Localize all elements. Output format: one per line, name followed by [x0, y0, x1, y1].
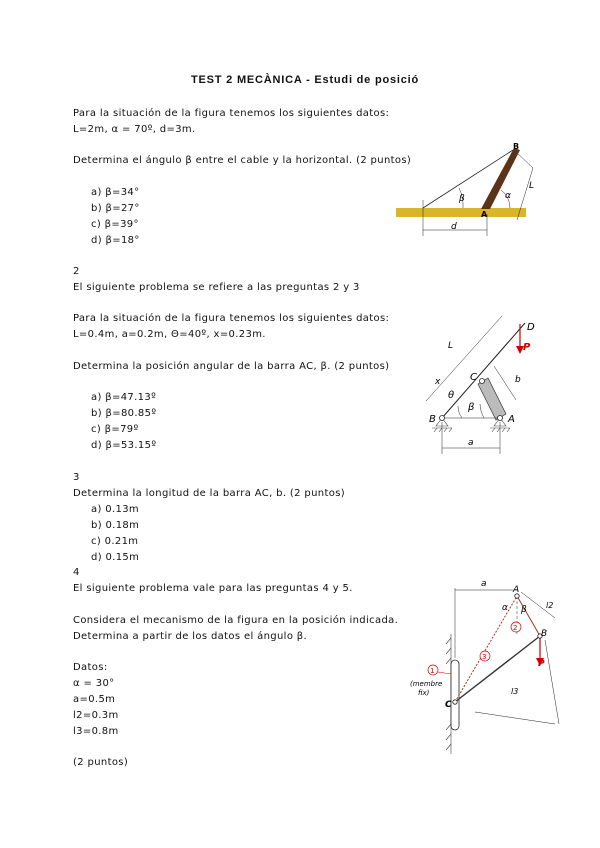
q3-option-a[interactable]: a) 0.13m — [91, 504, 140, 515]
label-theta: θ — [448, 390, 455, 401]
label-a-dim: a — [468, 438, 474, 448]
q3-question: Determina la longitud de la barra AC, b. (2 puntos) — [73, 488, 346, 499]
q4-data-l2: l2=0.3m — [73, 710, 119, 721]
label-c-point: C — [445, 700, 452, 710]
label-l: L — [529, 181, 535, 191]
q2-ref: El siguiente problema se refiere a las preguntas 2 y 3 — [73, 282, 360, 293]
label-b: B — [429, 414, 436, 425]
label-a: A — [508, 414, 515, 425]
label-membre: (membre — [410, 680, 443, 688]
label-alpha: α — [502, 603, 508, 613]
ground-bar — [396, 208, 526, 217]
label-n1: 1 — [430, 667, 435, 675]
q4-points: (2 puntos) — [73, 757, 129, 768]
q3-option-b[interactable]: b) 0.18m — [91, 520, 140, 531]
q3-option-d[interactable]: d) 0.15m — [91, 552, 140, 563]
fixed-member — [451, 660, 459, 730]
label-b-dim: b — [515, 375, 521, 385]
q4-data-l3: l3=0.8m — [73, 726, 119, 737]
label-l3: l3 — [511, 687, 519, 696]
label-l2: l2 — [546, 601, 554, 610]
q4-number: 4 — [73, 567, 80, 578]
q4-data-alpha: α = 30° — [73, 678, 115, 689]
q1-question: Determina el ángulo β entre el cable y la horizontal. (2 puntos) — [73, 155, 412, 166]
page-title: TEST 2 MECÀNICA - Estudi de posició — [191, 74, 420, 86]
q1-option-b[interactable]: b) β=27° — [91, 203, 140, 214]
q2-number: 2 — [73, 266, 80, 277]
q2-intro: Para la situación de la figura tenemos los siguientes datos: — [73, 313, 390, 324]
q1-figure — [393, 140, 543, 240]
label-beta: β — [468, 402, 475, 413]
label-c: C — [470, 372, 477, 383]
q2-data: L=0.4m, a=0.2m, Θ=40º, x=0.23m. — [73, 329, 266, 340]
q4-line2: Determina a partir de los datos el ángulo β. — [73, 631, 308, 642]
label-b-point: B — [541, 629, 548, 639]
label-x: x — [435, 377, 441, 387]
label-beta: β — [521, 605, 527, 615]
label-n2: 2 — [513, 624, 518, 632]
label-l: L — [448, 341, 454, 351]
q2-question: Determina la posición angular de la barra AC, β. (2 puntos) — [73, 361, 390, 372]
q4-data-a: a=0.5m — [73, 694, 116, 705]
label-n3: 3 — [482, 653, 487, 661]
label-beta: β — [459, 194, 465, 204]
q1-option-a[interactable]: a) β=34° — [91, 187, 140, 198]
label-p: P — [523, 342, 531, 353]
q1-option-d[interactable]: d) β=18° — [91, 235, 140, 246]
label-fix: fix) — [418, 689, 430, 697]
q1-data: L=2m, α = 70º, d=3m. — [73, 124, 196, 135]
q3-option-c[interactable]: c) 0.21m — [91, 536, 139, 547]
q4-ref: El siguiente problema vale para las preguntas 4 y 5. — [73, 583, 353, 594]
label-b: B — [513, 142, 520, 151]
q4-figure — [405, 574, 565, 760]
q2-option-a[interactable]: a) β=47.13º — [91, 392, 157, 403]
q1-option-c[interactable]: c) β=39° — [91, 219, 139, 230]
q2-option-b[interactable]: b) β=80.85º — [91, 408, 157, 419]
label-d: D — [527, 322, 535, 333]
q2-option-c[interactable]: c) β=79º — [91, 424, 139, 435]
label-p: P — [538, 659, 545, 669]
label-a-point: A — [513, 585, 520, 595]
label-d: d — [451, 222, 457, 232]
q4-line1: Considera el mecanismo de la figura en la posición indicada. — [73, 615, 399, 626]
label-a-dim: a — [481, 579, 487, 589]
label-alpha: α — [505, 191, 511, 201]
label-a: A — [481, 210, 488, 219]
q2-figure — [420, 296, 550, 458]
q4-data-title: Datos: — [73, 662, 108, 673]
q3-number: 3 — [73, 472, 80, 483]
bar-ab — [481, 148, 520, 209]
q2-option-d[interactable]: d) β=53.15º — [91, 440, 157, 451]
q1-intro: Para la situación de la figura tenemos los siguientes datos: — [73, 108, 390, 119]
